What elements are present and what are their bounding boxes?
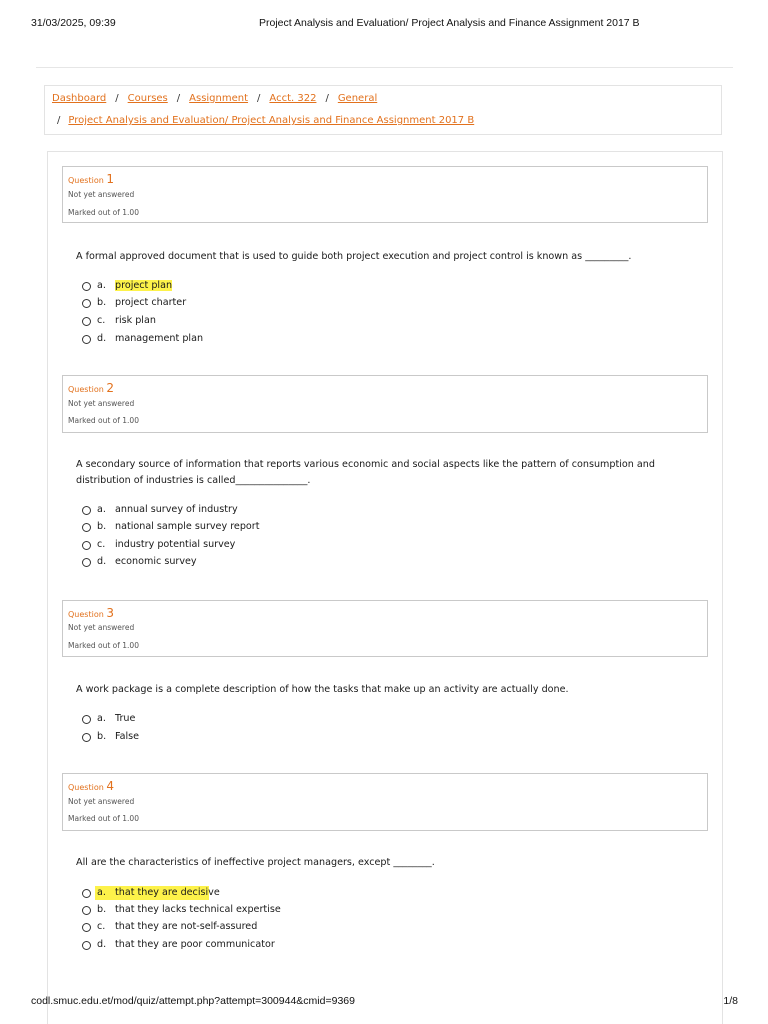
breadcrumb-dashboard-link[interactable]: Dashboard (52, 93, 107, 104)
breadcrumb-general-link[interactable]: General (337, 93, 378, 104)
question-label: Question (68, 176, 104, 185)
option-text: True (115, 713, 136, 724)
option-letter: c. (97, 315, 106, 326)
breadcrumb-separator: / (176, 93, 181, 104)
question-text: All are the characteristics of ineffective project managers, except ________. (76, 857, 435, 868)
question-number-value: 2 (106, 381, 114, 395)
radio-button[interactable] (82, 317, 91, 326)
breadcrumb-separator: / (57, 115, 61, 126)
breadcrumb-current-link[interactable]: Project Analysis and Evaluation/ Project Analysis and Finance Assignment 2017 B (68, 115, 475, 126)
question-number (68, 381, 114, 395)
question-number-value: 3 (106, 606, 114, 620)
option-text: economic survey (115, 556, 197, 567)
question-info-box (62, 166, 708, 223)
radio-button[interactable] (82, 541, 91, 550)
option-text: project charter (115, 297, 187, 308)
print-url: codl.smuc.edu.et/mod/quiz/attempt.php?attempt=300944&cmid=9369 (31, 995, 355, 1007)
option-letter: b. (97, 904, 107, 915)
question-grade: Marked out of 1.00 (68, 641, 139, 650)
radio-button[interactable] (82, 906, 91, 915)
option-text: national sample survey report (115, 521, 260, 532)
option-text: that they lacks technical expertise (115, 904, 281, 915)
print-header (31, 17, 738, 31)
question-number (68, 779, 114, 793)
option-letter: a. (97, 504, 106, 515)
radio-button[interactable] (82, 733, 91, 742)
top-divider (36, 67, 733, 68)
radio-button[interactable] (82, 506, 91, 515)
question-state: Not yet answered (68, 623, 135, 632)
print-page-title: Project Analysis and Evaluation/ Project Analysis and Finance Assignment 2017 B (259, 17, 640, 29)
question-grade: Marked out of 1.00 (68, 416, 139, 425)
question-info-box (62, 375, 708, 433)
radio-button[interactable] (82, 558, 91, 567)
question-number-value: 4 (106, 779, 114, 793)
option-letter: c. (97, 921, 106, 932)
question-info-box (62, 773, 708, 831)
option-text: industry potential survey (115, 539, 236, 550)
option-letter: b. (97, 297, 107, 308)
option-text: False (115, 731, 140, 742)
breadcrumb-separator: / (257, 93, 261, 104)
option-text: that they are poor communicator (115, 939, 275, 950)
radio-button[interactable] (82, 715, 91, 724)
question-state: Not yet answered (68, 399, 135, 408)
question-label: Question (68, 610, 104, 619)
option-letter: b. (97, 731, 107, 742)
question-text: A formal approved document that is used to guide both project execution and project control is known as _________. (76, 251, 632, 262)
print-page-number: 1/8 (723, 995, 738, 1007)
option-text: that they are decisive (115, 887, 220, 898)
radio-button[interactable] (82, 923, 91, 932)
print-footer (31, 995, 738, 1009)
option-text: risk plan (115, 315, 156, 326)
option-letter: d. (97, 333, 107, 344)
option-text: project plan (115, 280, 173, 291)
option-letter: a. (97, 887, 106, 898)
breadcrumb-courses-link[interactable]: Courses (127, 93, 168, 104)
question-text: A work package is a complete description of how the tasks that make up an activity are actually done. (76, 684, 569, 695)
breadcrumb (44, 85, 722, 135)
question-state: Not yet answered (68, 190, 135, 199)
option-letter: d. (97, 556, 107, 567)
radio-button[interactable] (82, 282, 91, 291)
breadcrumb-separator: / (115, 93, 119, 104)
question-label: Question (68, 385, 104, 394)
breadcrumb-line (57, 115, 474, 126)
question-text: A secondary source of information that reports various economic and social aspects like the pattern of consumption and distribution of industries is called_______________. (76, 459, 655, 486)
question-label: Question (68, 783, 104, 792)
breadcrumb-line (52, 93, 377, 104)
breadcrumb-course-link[interactable]: Acct. 322 (269, 93, 317, 104)
question-number (68, 172, 114, 186)
option-text: annual survey of industry (115, 504, 238, 515)
option-letter: d. (97, 939, 107, 950)
question-state: Not yet answered (68, 797, 135, 806)
option-letter: b. (97, 521, 107, 532)
radio-button[interactable] (82, 941, 91, 950)
option-letter: c. (97, 539, 106, 550)
breadcrumb-separator: / (325, 93, 329, 104)
question-grade: Marked out of 1.00 (68, 208, 139, 217)
radio-button[interactable] (82, 523, 91, 532)
print-datetime: 31/03/2025, 09:39 (31, 17, 116, 29)
option-letter: a. (97, 280, 106, 291)
question-number (68, 606, 114, 620)
question-grade: Marked out of 1.00 (68, 814, 139, 823)
option-text: that they are not-self-assured (115, 921, 258, 932)
breadcrumb-assignment-link[interactable]: Assignment (189, 93, 249, 104)
option-letter: a. (97, 713, 106, 724)
question-info-box (62, 600, 708, 657)
radio-button[interactable] (82, 299, 91, 308)
radio-button[interactable] (82, 335, 91, 344)
radio-button[interactable] (82, 889, 91, 898)
question-number-value: 1 (106, 172, 114, 186)
option-text: management plan (115, 333, 204, 344)
